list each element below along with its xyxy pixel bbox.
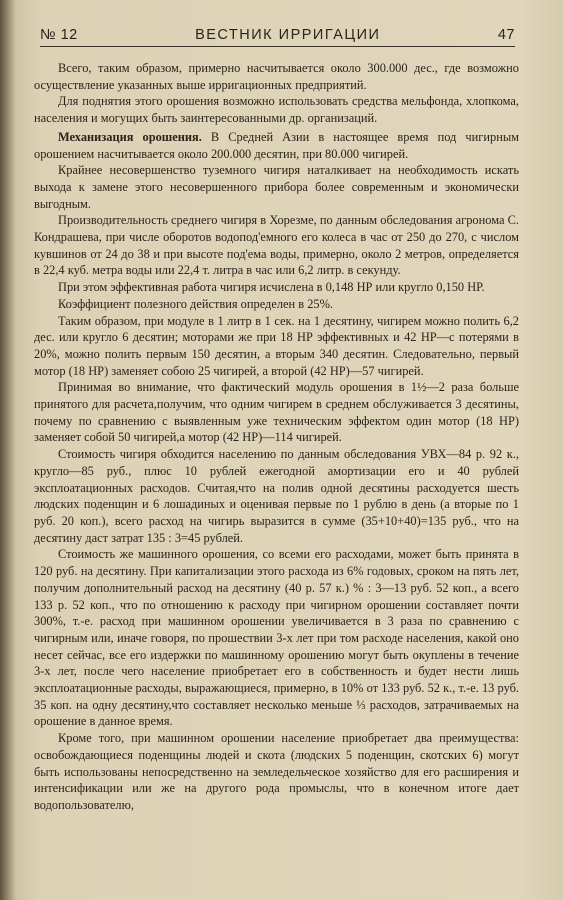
paragraph: Кроме того, при машинном орошении население приобретает два преимущества: освобождающиеся поденщины людей и скота (людских 5 поденщин, скотских 6) могут быть использованы непосредственно на земледельческое хозяйство для его расширения и интенсификации или же на другого рода промыслы, что в конечном итоге дает водопользователю, (34, 731, 519, 812)
section-heading: Механизация орошения. (58, 129, 202, 144)
mechanization-paragraph (34, 129, 519, 162)
paragraph: Стоимость чигиря обходится населению по данным обследования УВХ—84 р. 92 к., кругло—85 руб., плюс 10 рублей ежегодной амортизации его и 40 рублей эксплоатационных расходов. Считая,что на полив одной десятины расходуется шесть людских поденщин и 6 лошадиных и оценивая первые по 1 рублю в день (а вторые по 1 руб. 20 коп.), всего расход на чигирь выразится в сумме (35+10+40)=135 руб., что на десятину даст затрат 135 : 3=45 рублей. (34, 447, 519, 545)
paragraph: Таким образом, при модуле в 1 литр в 1 сек. на 1 десятину, чигирем можно полить 6,2 дес. или кругло 6 десятин; моторами же при 18 НР эффективных и 42 НР—с потерями в 20%, можно полить первым 150 десятин, а вторым 340 десятин. Следовательно, первый мотор (18 НР) заменяет собою 25 чигирей, а второй (42 НР)—57 чигирей. (34, 313, 519, 378)
paragraph: Принимая во внимание, что фактический модуль орошения в 1½—2 раза больше принятого для расчета,получим, что одним чигирем в среднем обслуживается 3 десятины, почему по сравнению с выявленным уже техническим эффектом один мотор (18 НР) заменяет собой 50 чигирей,а мотор (42 НР)—114 чигирей. (34, 380, 519, 445)
paragraph: Крайнее несовершенство туземного чигиря наталкивает на необходимость искать выхода к замене этого несовершенного прибора более современным и экономически выгодным. (34, 163, 519, 211)
paragraph: При этом эффективная работа чигиря исчислена в 0,148 НР или кругло 0,150 НР. (58, 280, 485, 295)
article-body (34, 60, 519, 886)
paragraph: Коэффициент полезного действия определен в 25%. (58, 296, 334, 311)
section-text: В Средней Азии в настоящее время под чигирным орошением насчитывается около 200.000 десятин, при 80.000 чигирей. (34, 129, 519, 161)
page-header (40, 24, 515, 47)
paragraph: Для поднятия этого орошения возможно использовать средства мельфонда, хлопкома, населения и могущих быть заинтересованными др. организаций. (34, 94, 519, 126)
issue-number: № 12 (40, 27, 78, 43)
journal-title: ВЕСТНИК ИРРИГАЦИИ (195, 27, 381, 43)
paragraph: Стоимость же машинного орошения, со всеми его расходами, может быть принята в 120 руб. на десятину. При капитализации этого расхода из 6% годовых, сроком на пять лет, получим дополнительный расход на десятину (40 р. 57 к.) % : 3—13 руб. 52 коп., а всего 133 р. 52 коп., что по отношению к расходу при чигирном орошении составляет почти 300%, т.-е. расход при машинном орошении увеличивается в 3 раза по сравнению с чигирным или, иначе говоря, по прошествии 3-х лет при том расходе населения, какой оно несет сейчас, все его издержки по машинному орошению могут быть окуплены в течение 3-х лет, после чего население приобретает его в собственность и будет нести лишь эксплоатационные расходы, выражающиеся, примерно, в 10% от 133 руб. 52 к., т.-е. 13 руб. 35 коп. на одну десятину,что составляет несколько меньше ⅓ расходов, затрачиваемых на орошение в данное время. (34, 547, 519, 729)
paragraph: Производительность среднего чигиря в Хорезме, по данным обследования агронома С. Кондрашева, при числе оборотов водопод'емного его колеса в час от 250 до 270, с числом кувшинов от 24 до 38 и при высоте под'ема воды, примерно, около 2 метров, определяется в 22,4 куб. метра воды или 22,4 т. литра в час или 6,2 литр. в секунду. (34, 213, 519, 278)
paragraph: Всего, таким образом, примерно насчитывается около 300.000 дес., где возможно осуществление указанных выше ирригационных предприятий. (34, 61, 519, 92)
page-number: 47 (497, 27, 515, 43)
